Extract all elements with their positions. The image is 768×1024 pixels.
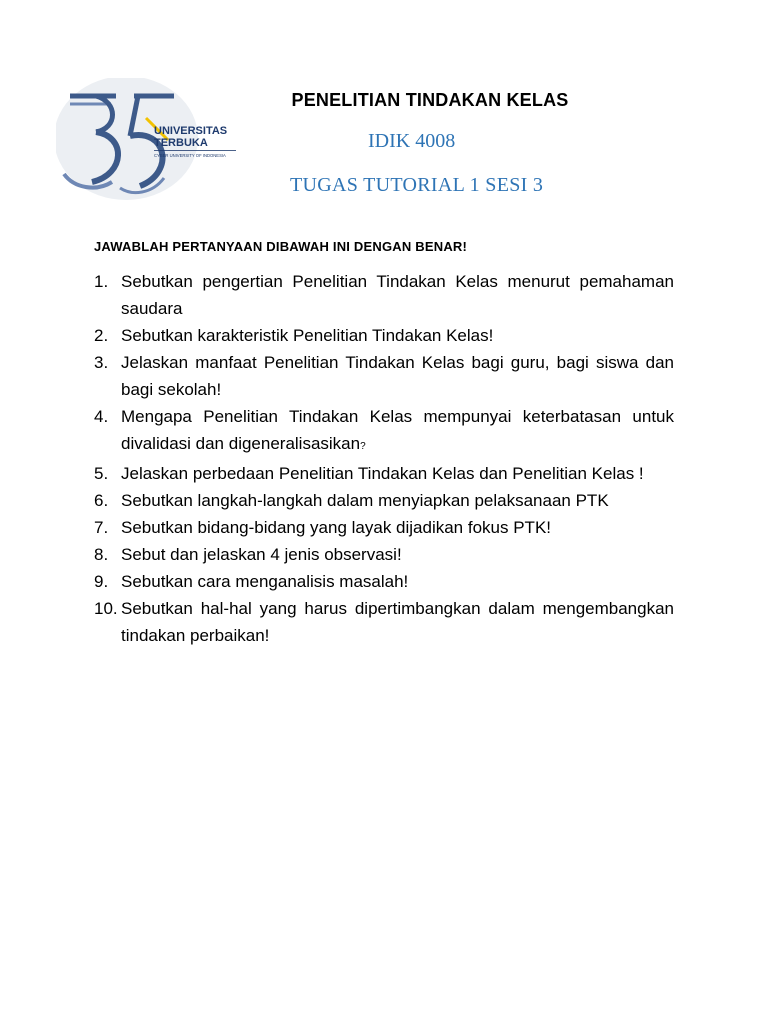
question-number: 2. bbox=[94, 326, 109, 345]
question-text: Jelaskan perbedaan Penelitian Tindakan Kelas dan Penelitian Kelas ! bbox=[121, 464, 644, 483]
question-text: Sebutkan pengertian Penelitian Tindakan Kelas menurut pemahaman saudara bbox=[121, 272, 674, 318]
assignment-heading: TUGAS TUTORIAL 1 SESI 3 bbox=[290, 174, 544, 196]
question-text: Sebutkan langkah-langkah dalam menyiapkan pelaksanaan PTK bbox=[121, 491, 609, 510]
question-text: Sebut dan jelaskan 4 jenis observasi! bbox=[121, 545, 402, 564]
list-item bbox=[94, 514, 674, 541]
question-number: 9. bbox=[94, 572, 109, 591]
logo-line2: TERBUKA bbox=[154, 137, 208, 149]
question-text-wrap bbox=[121, 403, 674, 460]
question-text: Sebutkan bidang-bidang yang layak dijadikan fokus PTK! bbox=[121, 518, 552, 537]
document-title: PENELITIAN TINDAKAN KELAS bbox=[291, 90, 569, 110]
list-item bbox=[94, 595, 674, 649]
course-code: IDIK 4008 bbox=[368, 130, 456, 152]
question-number: 4. bbox=[94, 407, 109, 426]
question-number: 6. bbox=[94, 491, 109, 510]
question-text: Sebutkan hal-hal yang harus dipertimbangkan dalam mengembangkan tindakan perbaikan! bbox=[121, 599, 674, 645]
question-number: 1. bbox=[94, 272, 109, 291]
question-text: Sebutkan karakteristik Penelitian Tindakan Kelas! bbox=[121, 326, 494, 345]
logo-line1: UNIVERSITAS bbox=[154, 125, 228, 137]
instruction-text: JAWABLAH PERTANYAAN DIBAWAH INI DENGAN BENAR! bbox=[94, 239, 468, 254]
question-number: 10. bbox=[94, 599, 118, 618]
list-item bbox=[94, 541, 674, 568]
question-mark: ? bbox=[360, 441, 366, 452]
question-number: 5. bbox=[94, 464, 109, 483]
question-number: 7. bbox=[94, 518, 109, 537]
logo-tagline: CYBER UNIVERSITY OF INDONESIA bbox=[154, 153, 226, 158]
list-item bbox=[94, 568, 674, 595]
question-text: Sebutkan cara menganalisis masalah! bbox=[121, 572, 409, 591]
list-item bbox=[94, 349, 674, 403]
question-list bbox=[94, 268, 674, 649]
list-item bbox=[94, 460, 674, 487]
question-text: Jelaskan manfaat Penelitian Tindakan Kelas bagi guru, bagi siswa dan bagi sekolah! bbox=[121, 353, 674, 399]
list-item bbox=[94, 268, 674, 322]
question-text: Mengapa Penelitian Tindakan Kelas mempunyai keterbatasan untuk divalidasi dan digeneralisasikan bbox=[121, 407, 674, 453]
list-item bbox=[94, 322, 674, 349]
list-item bbox=[94, 403, 674, 460]
question-number: 8. bbox=[94, 545, 109, 564]
list-item bbox=[94, 487, 674, 514]
question-number: 3. bbox=[94, 353, 109, 372]
